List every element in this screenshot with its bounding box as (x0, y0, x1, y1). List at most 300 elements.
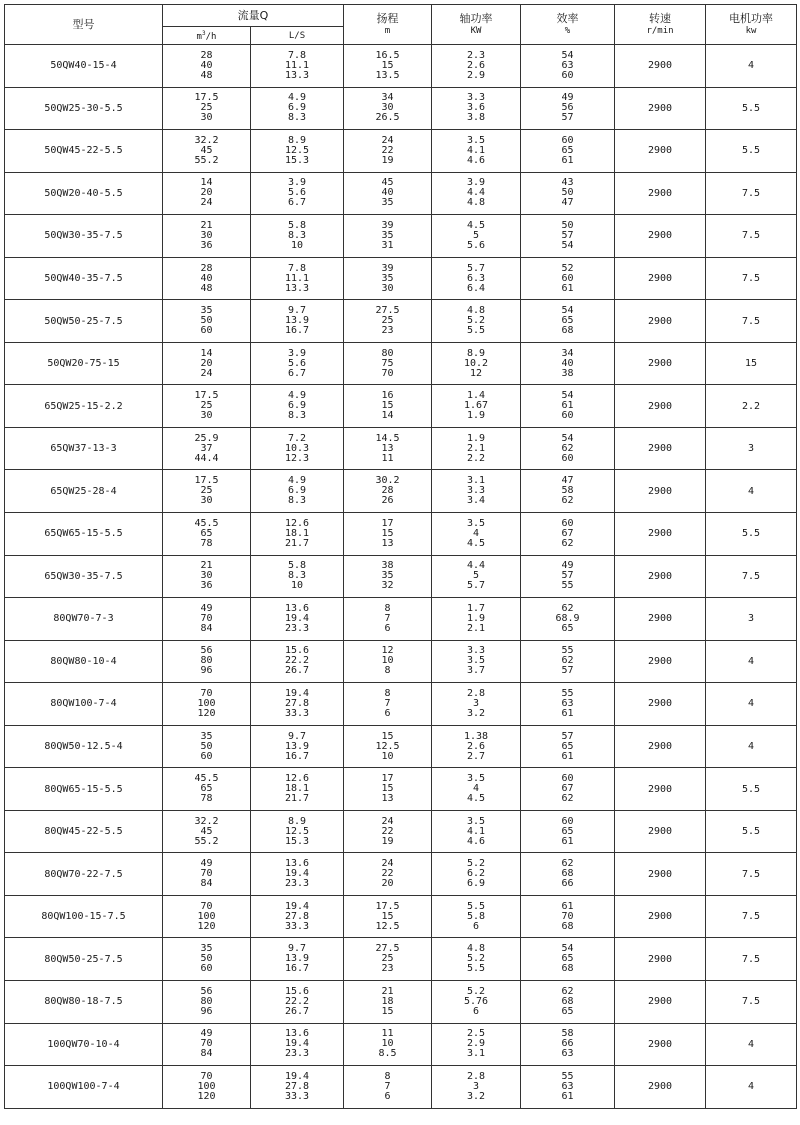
table-row (5, 215, 797, 258)
motor-power-cell: 2.2 (706, 385, 797, 428)
flow-ls-cell-value: 13.6 (284, 1028, 310, 1040)
shaft-power-cell (432, 1023, 521, 1066)
flow-ls-cell (251, 513, 344, 556)
head-cell-value: 30 (381, 102, 394, 114)
head-cell-value: 22 (381, 144, 394, 156)
motor-power-cell: 5.5 (706, 513, 797, 556)
flow-m3h-cell (163, 513, 251, 556)
shaft-power-cell-value: 2.3 (466, 49, 486, 61)
efficiency-cell (521, 895, 615, 938)
flow-ls-cell-value: 8.3 (287, 570, 307, 582)
pump-spec-table (4, 4, 797, 1109)
shaft-power-cell-value: 6 (473, 920, 480, 932)
flow-ls-cell-value: 33.3 (284, 707, 310, 719)
motor-power-cell: 7.5 (706, 300, 797, 343)
speed-cell: 2900 (615, 215, 706, 258)
flow-ls-cell-value: 4.9 (287, 92, 307, 104)
table-row (5, 810, 797, 853)
flow-ls-cell-value: 13.3 (284, 69, 310, 81)
motor-power-cell: 3 (706, 598, 797, 641)
flow-m3h-cell-value: 30 (200, 570, 213, 582)
flow-ls-cell-value: 10 (290, 239, 304, 251)
flow-ls-cell-value: 19.4 (284, 1038, 310, 1050)
shaft-power-cell-value: 5 (473, 229, 480, 241)
model-cell: 65QW30-35-7.5 (5, 555, 163, 598)
efficiency-cell-value: 57 (561, 112, 574, 124)
flow-m3h-cell-value: 35 (200, 730, 213, 742)
flow-m3h-cell-value: 96 (200, 1005, 213, 1017)
shaft-power-cell-value: 3.7 (466, 665, 486, 677)
head-cell-value: 15 (381, 783, 394, 795)
head-cell (344, 470, 432, 513)
model-cell: 80QW50-12.5-4 (5, 725, 163, 768)
flow-m3h-cell-value: 30 (200, 410, 213, 422)
flow-m3h-cell-value: 45 (200, 144, 213, 156)
model-cell: 65QW37-13-3 (5, 427, 163, 470)
flow-ls-cell-value: 19.4 (284, 1070, 310, 1082)
head-cell (344, 172, 432, 215)
head-cell-value: 21 (381, 985, 394, 997)
speed-cell: 2900 (615, 257, 706, 300)
shaft-power-cell (432, 981, 521, 1024)
table-row (5, 768, 797, 811)
flow-ls-cell-value: 6.7 (287, 367, 307, 379)
motor-power-cell: 5.5 (706, 87, 797, 130)
model-cell: 50QW25-30-5.5 (5, 87, 163, 130)
table-row (5, 1023, 797, 1066)
efficiency-cell (521, 768, 615, 811)
table-row (5, 172, 797, 215)
flow-m3h-cell-value: 17.5 (194, 92, 219, 104)
flow-m3h-cell (163, 981, 251, 1024)
header-head: 扬程 m (344, 5, 432, 45)
head-cell (344, 257, 432, 300)
efficiency-cell-value: 54 (561, 49, 574, 61)
flow-m3h-cell-value: 48 (200, 282, 213, 294)
flow-m3h-cell (163, 300, 251, 343)
flow-ls-cell-value: 21.7 (284, 537, 310, 549)
flow-ls-cell (251, 1066, 344, 1109)
shaft-power-cell (432, 725, 521, 768)
flow-m3h-cell-value: 48 (200, 69, 213, 81)
flow-m3h-cell-value: 120 (197, 707, 216, 719)
shaft-power-cell-value: 5.2 (466, 985, 486, 997)
model-cell: 50QW20-40-5.5 (5, 172, 163, 215)
efficiency-cell-value: 60 (561, 272, 574, 284)
efficiency-cell-value: 61 (561, 400, 574, 412)
motor-power-cell: 4 (706, 1023, 797, 1066)
shaft-power-cell (432, 1066, 521, 1109)
flow-ls-cell-value: 23.3 (284, 1048, 310, 1060)
head-cell-value: 35 (381, 570, 394, 582)
efficiency-cell (521, 427, 615, 470)
head-cell (344, 555, 432, 598)
speed-cell: 2900 (615, 513, 706, 556)
flow-m3h-cell-value: 70 (200, 687, 213, 699)
shaft-power-cell-value: 4.5 (466, 793, 486, 805)
efficiency-cell-value: 65 (561, 622, 574, 634)
flow-m3h-cell-value: 49 (200, 858, 213, 870)
head-cell-value: 6 (384, 622, 391, 634)
flow-ls-cell (251, 555, 344, 598)
flow-m3h-cell-value: 70 (200, 1038, 213, 1050)
shaft-power-cell-value: 3.2 (466, 1090, 486, 1102)
flow-ls-cell-value: 15.3 (284, 835, 310, 847)
efficiency-cell-value: 57 (561, 730, 574, 742)
head-cell (344, 130, 432, 173)
head-cell (344, 895, 432, 938)
flow-m3h-cell (163, 87, 251, 130)
shaft-power-cell-value: 3.4 (466, 495, 486, 507)
head-cell (344, 215, 432, 258)
efficiency-cell-value: 66 (561, 1038, 574, 1050)
shaft-power-cell-value: 3.3 (466, 485, 486, 497)
efficiency-cell (521, 215, 615, 258)
flow-m3h-cell-value: 50 (200, 953, 213, 965)
table-row (5, 470, 797, 513)
head-cell (344, 342, 432, 385)
shaft-power-cell-value: 1.67 (463, 400, 489, 412)
flow-m3h-cell-value: 40 (200, 272, 213, 284)
flow-m3h-cell-value: 120 (197, 1090, 216, 1102)
flow-ls-cell-value: 13.9 (284, 953, 310, 965)
flow-ls-cell-value: 23.3 (284, 878, 310, 890)
head-cell-value: 45 (381, 177, 394, 189)
flow-ls-cell-value: 10 (290, 580, 304, 592)
shaft-power-cell (432, 938, 521, 981)
flow-m3h-cell-value: 65 (200, 527, 213, 539)
shaft-power-cell-value: 4 (473, 783, 480, 795)
efficiency-cell-value: 62 (561, 858, 574, 870)
efficiency-cell-value: 60 (561, 69, 574, 81)
efficiency-cell-value: 40 (561, 357, 574, 369)
speed-cell: 2900 (615, 640, 706, 683)
table-row (5, 555, 797, 598)
efficiency-cell-value: 68 (561, 868, 574, 880)
head-cell-value: 12 (381, 645, 394, 657)
flow-ls-cell (251, 853, 344, 896)
efficiency-cell-value: 54 (561, 943, 574, 955)
model-cell: 80QW100-15-7.5 (5, 895, 163, 938)
flow-m3h-cell-value: 100 (197, 697, 216, 709)
speed-cell: 2900 (615, 1066, 706, 1109)
flow-m3h-cell (163, 598, 251, 641)
head-cell (344, 768, 432, 811)
flow-m3h-cell-value: 70 (200, 1070, 213, 1082)
efficiency-cell (521, 810, 615, 853)
head-cell-value: 12.5 (375, 740, 400, 752)
head-cell-value: 8.5 (378, 1048, 397, 1060)
flow-m3h-cell-value: 20 (200, 357, 213, 369)
efficiency-cell-value: 61 (561, 750, 574, 762)
shaft-power-cell (432, 342, 521, 385)
shaft-power-cell-value: 5.6 (466, 239, 486, 251)
header-head-unit: m (384, 25, 391, 36)
efficiency-cell-value: 60 (561, 773, 574, 785)
flow-m3h-cell-value: 49 (200, 602, 213, 614)
efficiency-cell (521, 87, 615, 130)
efficiency-cell (521, 300, 615, 343)
efficiency-cell-value: 60 (561, 134, 574, 146)
speed-cell: 2900 (615, 470, 706, 513)
flow-m3h-cell-value: 55.2 (194, 154, 219, 166)
flow-ls-cell-value: 13.9 (284, 740, 310, 752)
efficiency-cell-value: 54 (561, 239, 574, 251)
efficiency-cell (521, 257, 615, 300)
flow-ls-cell (251, 895, 344, 938)
model-cell: 50QW45-22-5.5 (5, 130, 163, 173)
flow-m3h-cell-value: 100 (197, 910, 216, 922)
speed-cell: 2900 (615, 810, 706, 853)
table-row (5, 257, 797, 300)
flow-ls-cell-value: 12.5 (284, 144, 310, 156)
efficiency-cell-value: 57 (561, 229, 574, 241)
efficiency-cell-value: 67 (561, 783, 574, 795)
header-flow-m3h: $m^3/h$ (163, 27, 251, 45)
motor-power-cell: 5.5 (706, 810, 797, 853)
flow-ls-cell (251, 385, 344, 428)
efficiency-cell-value: 62 (561, 602, 574, 614)
flow-m3h-cell-value: 35 (200, 305, 213, 317)
shaft-power-cell (432, 470, 521, 513)
efficiency-cell-value: 60 (561, 517, 574, 529)
flow-ls-cell (251, 1023, 344, 1066)
model-cell: 80QW65-15-5.5 (5, 768, 163, 811)
flow-ls-cell (251, 87, 344, 130)
shaft-power-cell-value: 2.1 (466, 622, 486, 634)
shaft-power-cell-value: 3.5 (466, 773, 486, 785)
motor-power-cell: 4 (706, 45, 797, 88)
efficiency-cell (521, 683, 615, 726)
shaft-power-cell-value: 5.5 (466, 900, 486, 912)
head-cell-value: 23 (381, 325, 394, 337)
shaft-power-cell-value: 6.4 (466, 282, 486, 294)
shaft-power-cell (432, 853, 521, 896)
shaft-power-cell-value: 6.2 (466, 868, 486, 880)
flow-ls-cell-value: 16.7 (284, 963, 310, 975)
flow-m3h-cell-value: 84 (200, 878, 213, 890)
head-cell-value: 24 (381, 815, 394, 827)
header-motor-power: 电机功率 kw (706, 5, 797, 45)
flow-ls-cell-value: 33.3 (284, 920, 310, 932)
efficiency-cell-value: 55 (561, 580, 574, 592)
head-cell-value: 8 (384, 665, 391, 677)
efficiency-cell-value: 63 (561, 697, 574, 709)
shaft-power-cell-value: 4.4 (466, 187, 486, 199)
head-cell-value: 10 (381, 655, 394, 667)
shaft-power-cell-value: 5.5 (466, 325, 486, 337)
model-cell: 80QW45-22-5.5 (5, 810, 163, 853)
flow-m3h-cell (163, 130, 251, 173)
efficiency-cell-value: 55 (561, 645, 574, 657)
head-cell-value: 28 (381, 485, 394, 497)
shaft-power-cell-value: 1.9 (466, 410, 486, 422)
flow-ls-cell-value: 11.1 (284, 272, 310, 284)
flow-m3h-cell-value: 56 (200, 645, 213, 657)
table-row (5, 87, 797, 130)
flow-ls-cell-value: 27.8 (284, 910, 310, 922)
efficiency-cell-value: 62 (561, 793, 574, 805)
shaft-power-cell (432, 640, 521, 683)
model-cell: 50QW50-25-7.5 (5, 300, 163, 343)
efficiency-cell-value: 54 (561, 432, 574, 444)
efficiency-cell-value: 54 (561, 305, 574, 317)
speed-cell: 2900 (615, 725, 706, 768)
efficiency-cell (521, 1023, 615, 1066)
head-cell-value: 11 (381, 1028, 394, 1040)
shaft-power-cell-value: 6 (473, 1005, 480, 1017)
efficiency-cell-value: 49 (561, 92, 574, 104)
shaft-power-cell-value: 4.6 (466, 835, 486, 847)
flow-ls-cell-value: 13.9 (284, 315, 310, 327)
shaft-power-cell-value: 2.7 (466, 750, 486, 762)
flow-m3h-cell-value: 50 (200, 740, 213, 752)
motor-power-cell: 3 (706, 427, 797, 470)
head-cell-value: 19 (381, 154, 394, 166)
table-row (5, 938, 797, 981)
flow-m3h-cell-value: 25.9 (194, 432, 219, 444)
head-cell-value: 11 (381, 452, 394, 464)
speed-cell: 2900 (615, 130, 706, 173)
shaft-power-cell (432, 130, 521, 173)
flow-ls-cell-value: 8.3 (287, 495, 307, 507)
head-cell-value: 39 (381, 219, 394, 231)
speed-cell: 2900 (615, 342, 706, 385)
efficiency-cell (521, 640, 615, 683)
header-efficiency-unit: % (564, 25, 571, 36)
efficiency-cell-value: 60 (561, 410, 574, 422)
shaft-power-cell (432, 810, 521, 853)
flow-m3h-cell-value: 28 (200, 49, 213, 61)
table-header (5, 5, 797, 45)
head-cell (344, 725, 432, 768)
flow-ls-cell-value: 9.7 (287, 943, 307, 955)
flow-ls-cell-value: 26.7 (284, 1005, 310, 1017)
efficiency-cell-value: 60 (561, 815, 574, 827)
flow-m3h-cell-value: 60 (200, 750, 213, 762)
flow-m3h-cell-value: 36 (200, 239, 213, 251)
flow-ls-cell-value: 9.7 (287, 305, 307, 317)
head-cell-value: 25 (381, 953, 394, 965)
flow-ls-cell-value: 8.9 (287, 134, 307, 146)
flow-ls-cell (251, 768, 344, 811)
head-cell (344, 300, 432, 343)
shaft-power-cell-value: 3.3 (466, 92, 486, 104)
flow-m3h-cell-value: 35 (200, 943, 213, 955)
flow-m3h-cell-value: 24 (200, 367, 213, 379)
flow-m3h-cell-value: 65 (200, 783, 213, 795)
shaft-power-cell-value: 4.8 (466, 197, 486, 209)
efficiency-cell (521, 342, 615, 385)
flow-m3h-cell-value: 25 (200, 102, 213, 114)
flow-m3h-cell-value: 32.2 (194, 815, 219, 827)
shaft-power-cell (432, 555, 521, 598)
flow-ls-cell (251, 598, 344, 641)
speed-cell: 2900 (615, 300, 706, 343)
header-flow: 流量Q (163, 5, 344, 27)
speed-cell: 2900 (615, 598, 706, 641)
model-cell: 50QW30-35-7.5 (5, 215, 163, 258)
flow-m3h-cell-value: 56 (200, 985, 213, 997)
speed-cell: 2900 (615, 172, 706, 215)
efficiency-cell-value: 63 (561, 1048, 574, 1060)
shaft-power-cell-value: 2.6 (466, 740, 486, 752)
flow-m3h-cell (163, 895, 251, 938)
flow-ls-cell-value: 8.3 (287, 410, 307, 422)
shaft-power-cell (432, 45, 521, 88)
shaft-power-cell-value: 3.5 (466, 655, 486, 667)
head-cell (344, 427, 432, 470)
flow-ls-cell-value: 3.9 (287, 177, 307, 189)
efficiency-cell (521, 981, 615, 1024)
shaft-power-cell-value: 2.6 (466, 59, 486, 71)
shaft-power-cell-value: 6.9 (466, 878, 486, 890)
motor-power-cell: 7.5 (706, 853, 797, 896)
head-cell-value: 8 (384, 1070, 391, 1082)
table-row (5, 981, 797, 1024)
shaft-power-cell-value: 3.2 (466, 707, 486, 719)
flow-ls-cell-value: 15.3 (284, 154, 310, 166)
shaft-power-cell-value: 3.9 (466, 177, 486, 189)
efficiency-cell (521, 555, 615, 598)
model-cell: 80QW70-22-7.5 (5, 853, 163, 896)
flow-ls-cell-value: 7.8 (287, 262, 307, 274)
speed-cell: 2900 (615, 555, 706, 598)
speed-cell: 2900 (615, 853, 706, 896)
shaft-power-cell-value: 3.8 (466, 112, 486, 124)
efficiency-cell-value: 55 (561, 687, 574, 699)
flow-m3h-cell-value: 21 (200, 219, 213, 231)
flow-m3h-cell-value: 14 (200, 177, 213, 189)
head-cell-value: 6 (384, 707, 391, 719)
head-cell-value: 8 (384, 602, 391, 614)
shaft-power-cell-value: 1.38 (463, 730, 489, 742)
flow-m3h-cell-value: 49 (200, 1028, 213, 1040)
table-row (5, 640, 797, 683)
efficiency-cell-value: 65 (561, 144, 574, 156)
flow-ls-cell (251, 130, 344, 173)
shaft-power-cell-value: 2.1 (466, 442, 486, 454)
head-cell-value: 35 (381, 229, 394, 241)
efficiency-cell-value: 61 (561, 282, 574, 294)
efficiency-cell (521, 598, 615, 641)
table-row (5, 427, 797, 470)
efficiency-cell-value: 61 (561, 707, 574, 719)
head-cell-value: 13 (381, 537, 394, 549)
shaft-power-cell-value: 5.76 (463, 995, 489, 1007)
efficiency-cell-value: 55 (561, 1070, 574, 1082)
efficiency-cell-value: 47 (561, 197, 574, 209)
shaft-power-cell-value: 3 (473, 1080, 480, 1092)
shaft-power-cell-value: 2.5 (466, 1028, 486, 1040)
shaft-power-cell-value: 3.5 (466, 134, 486, 146)
efficiency-cell (521, 938, 615, 981)
efficiency-cell (521, 513, 615, 556)
shaft-power-cell-value: 3.1 (466, 1048, 486, 1060)
shaft-power-cell-value: 4.1 (466, 144, 486, 156)
head-cell (344, 981, 432, 1024)
head-cell (344, 513, 432, 556)
shaft-power-cell-value: 4.6 (466, 154, 486, 166)
flow-ls-cell-value: 4.9 (287, 390, 307, 402)
header-speed: 转速 r/min (615, 5, 706, 45)
shaft-power-cell-value: 3.1 (466, 475, 486, 487)
flow-m3h-cell-value: 17.5 (194, 475, 219, 487)
shaft-power-cell-value: 4.1 (466, 825, 486, 837)
efficiency-cell-value: 63 (561, 59, 574, 71)
speed-cell: 2900 (615, 938, 706, 981)
shaft-power-cell-value: 3.5 (466, 815, 486, 827)
